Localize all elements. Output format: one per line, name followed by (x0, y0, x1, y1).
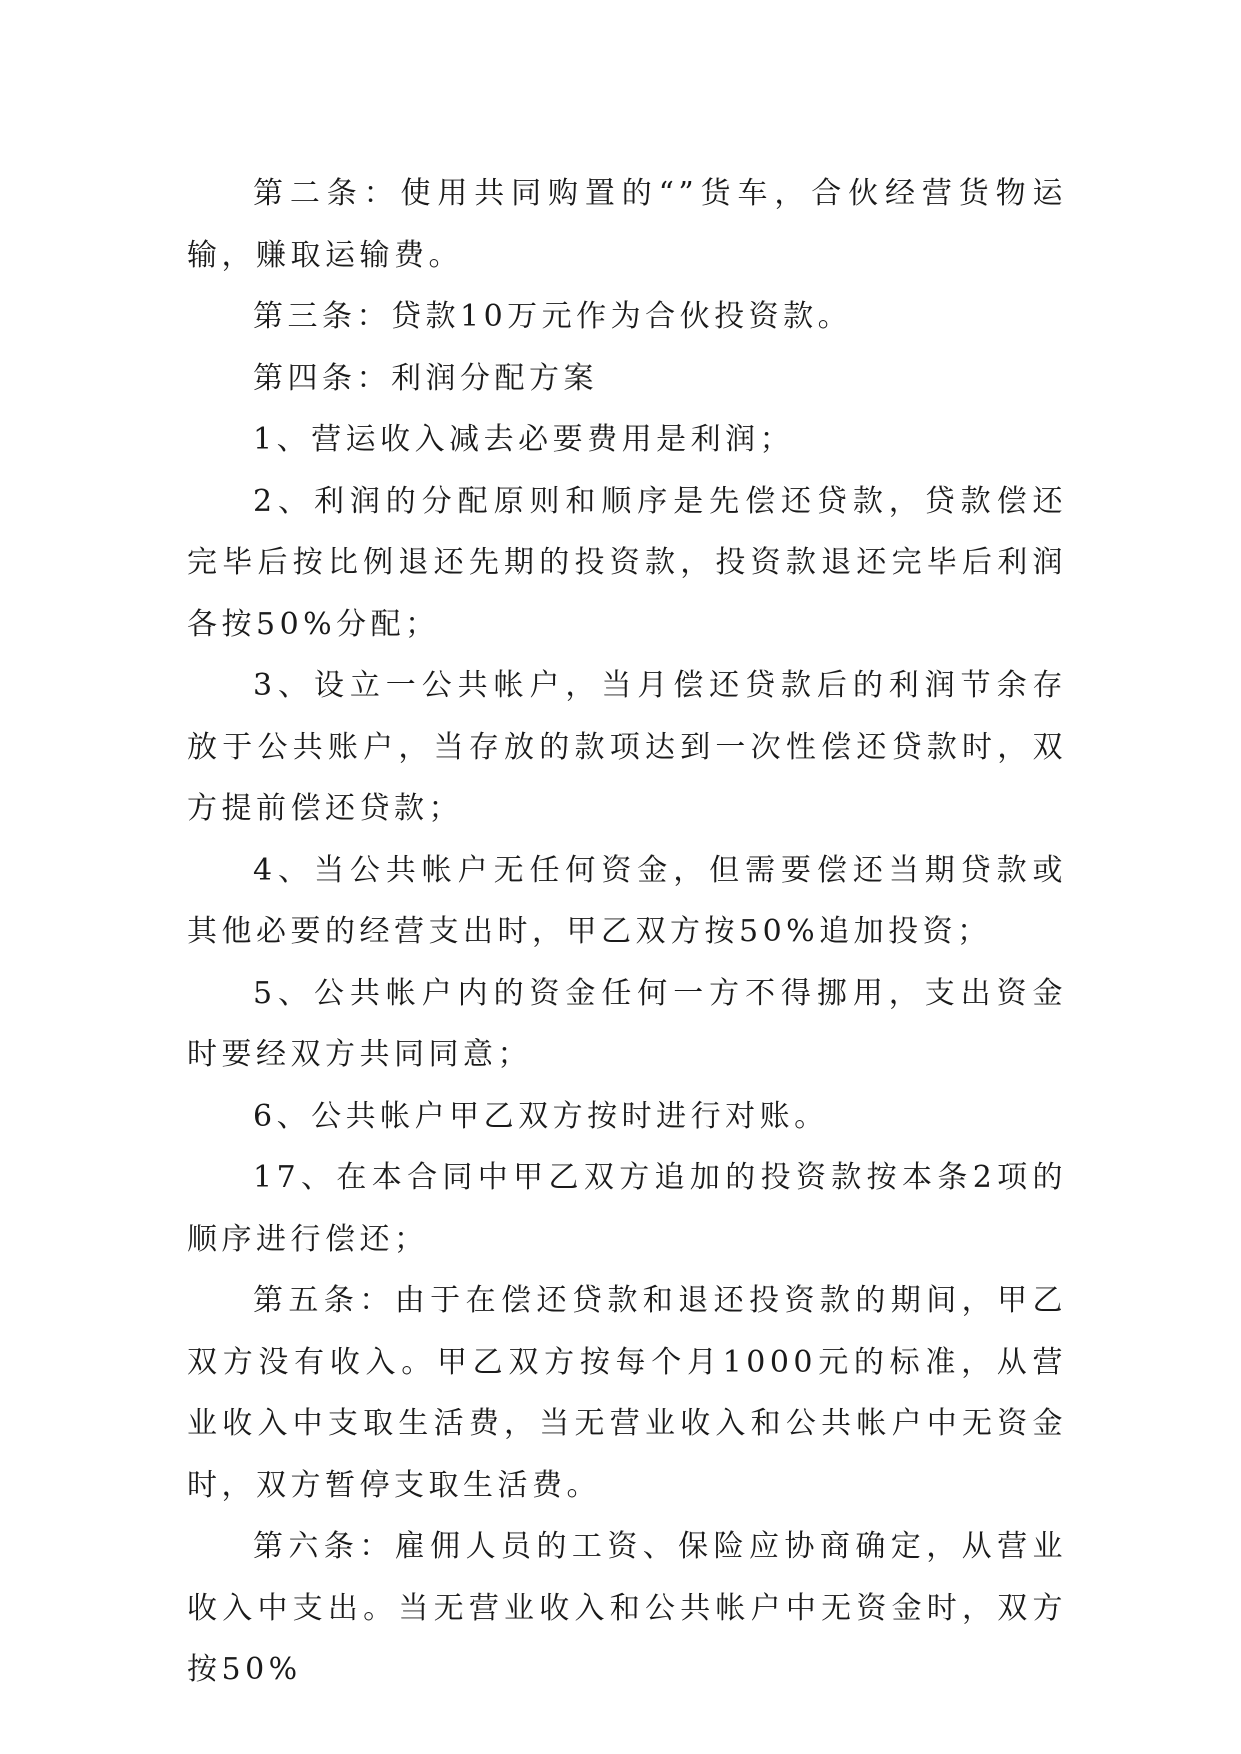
article-4-item-3: 3、设立一公共帐户，当月偿还贷款后的利润节余存放于公共账户，当存放的款项达到一次性偿还贷款时，双方提前偿还贷款； (187, 668, 1067, 826)
article-4-item-17: 17、在本合同中甲乙双方追加的投资款按本条2项的顺序进行偿还； (187, 1160, 1067, 1257)
article-5-paragraph: 第五条：由于在偿还贷款和退还投资款的期间，甲乙双方没有收入。甲乙双方按每个月1000元的标准，从营业收入中支取生活费，当无营业收入和公共帐户中无资金时，双方暂停支取生活费。 (187, 1283, 1067, 1503)
article-6-paragraph: 第六条：雇佣人员的工资、保险应协商确定，从营业收入中支出。当无营业收入和公共帐户中无资金时，双方按50% (187, 1529, 1067, 1687)
article-4-item-2: 2、利润的分配原则和顺序是先偿还贷款，贷款偿还完毕后按比例退还先期的投资款，投资款退还完毕后利润各按50%分配； (187, 483, 1067, 642)
article-4-item-4: 4、当公共帐户无任何资金，但需要偿还当期贷款或其他必要的经营支出时，甲乙双方按50%追加投资； (187, 852, 1067, 949)
article-3-paragraph: 第三条：贷款10万元作为合伙投资款。 (253, 299, 853, 334)
contract-body (187, 163, 1067, 1701)
article-4-item-5: 5、公共帐户内的资金任何一方不得挪用，支出资金时要经双方共同同意； (187, 975, 1067, 1072)
article-4-item-1: 1、营运收入减去必要费用是利润； (253, 422, 795, 457)
article-4-item-6: 6、公共帐户甲乙双方按时进行对账。 (253, 1098, 829, 1134)
article-2-paragraph: 第二条：使用共同购置的“”货车，合伙经营货物运输，赚取运输费。 (187, 176, 1067, 273)
article-4-heading: 第四条：利润分配方案 (253, 360, 598, 396)
